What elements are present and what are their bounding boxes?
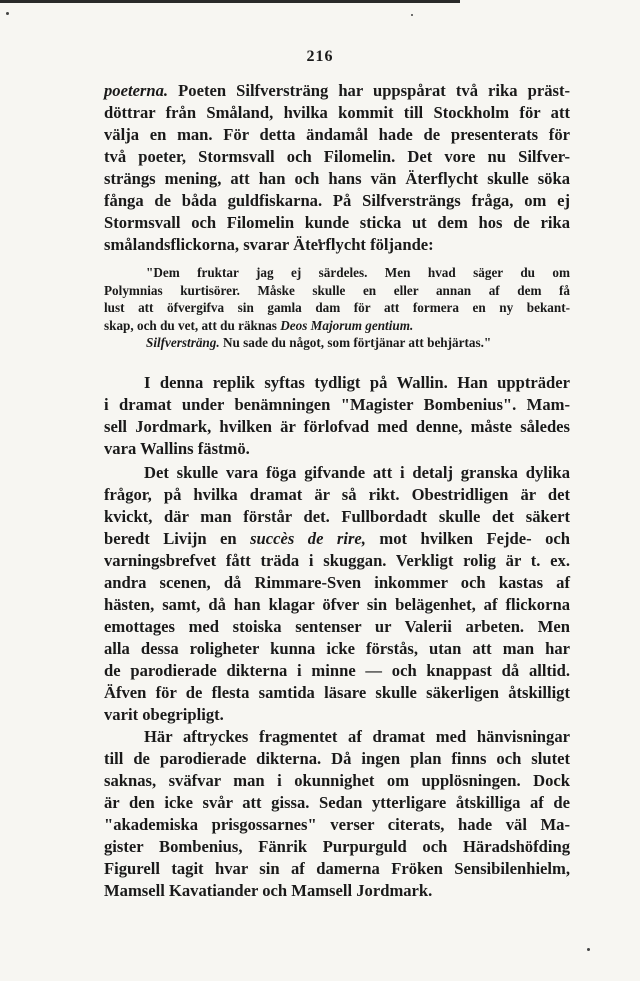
text-line: två poeter, Stormsvall och Filomelin. Det vore nu Silfver-	[104, 147, 570, 166]
text-line: beredt Livijn en succès de rire, mot hvilken Fejde- och	[104, 529, 570, 548]
text-line: de parodierade dikterna i minne — och knappast då alltid.	[104, 661, 570, 680]
text-line: vara Wallins fästmö.	[104, 439, 250, 458]
text-line: hästen, samt, då han klagar öfver sin belägenhet, af flickorna	[104, 595, 570, 614]
text-line: andra scenen, då Rimmare-Sven inkommer och kastas af	[104, 573, 570, 592]
text-line: Här aftryckes fragmentet af dramat med hänvisningar	[144, 727, 570, 746]
top-edge-rule	[0, 0, 460, 3]
print-speck	[6, 12, 9, 15]
paragraph-4	[104, 726, 570, 902]
text-line: smålandsflickorna, svarar Äterflycht följande:	[104, 235, 434, 254]
text-line: fånga de båda guldfiskarna. På Silfversträngs fråga, om ej	[104, 191, 570, 210]
text-line: Det skulle vara föga gifvande att i detalj granska dylika	[144, 463, 570, 482]
text-line: poeterna. Poeten Silfversträng har uppspårat två rika präst-	[104, 81, 571, 100]
text-line: I denna replik syftas tydligt på Wallin. Han uppträder	[144, 373, 570, 392]
text-line: saknas, sväfvar man i okunnighet om upplösningen. Dock	[104, 771, 570, 790]
text-line: kvickt, där man förstår det. Fullbordadt skulle det säkert	[104, 507, 570, 526]
text-line: till de parodierade dikterna. Då ingen plan finns och slutet	[104, 749, 570, 768]
text-line: är den icke svår att gissa. Sedan ytterligare åtskilliga af de	[104, 793, 570, 812]
print-speck	[587, 948, 590, 951]
text-line: sell Jordmark, hvilken är förlofvad med denne, måste således	[104, 417, 570, 436]
quote-line: lust att öfvergifva sin gamla dam för att formera en ny bekant-	[104, 300, 570, 315]
text-line: Äfven för de flesta samtida läsare skulle säkerligen åtskilligt	[104, 683, 570, 702]
text-line: frågor, på hvilka dramat är så rikt. Obestridligen är det	[104, 485, 570, 504]
quote-line: Polymnias kurtisörer. Måske skulle en eller annan af dem få	[104, 282, 570, 298]
paragraph-3	[104, 462, 570, 726]
quote-speaker-line: Silfversträng. Nu sade du något, som förtjänar att behjärtas."	[146, 335, 492, 350]
text-line: välja en man. För detta ändamål hade de presenterats för	[104, 125, 570, 144]
paragraph-1	[104, 80, 570, 256]
text-line: gister Bombenius, Fänrik Purpurguld och Häradshöfding	[104, 837, 570, 856]
quote-line: skap, och du vet, att du räknas Deos Majorum gentium.	[104, 317, 414, 333]
text-line: varit obegripligt.	[104, 705, 224, 724]
quote-block	[104, 264, 570, 352]
text-line: i dramat under benämningen "Magister Bombenius". Mam-	[104, 395, 570, 414]
text-line: Figurell tagit hvar sin af damerna Fröken Sensibilenhielm,	[104, 859, 570, 878]
text-line: "akademiska prisgossarnes" verser citerats, hade väl Ma-	[104, 815, 570, 834]
quote-line: "Dem fruktar jag ej särdeles. Men hvad säger du om	[146, 265, 570, 280]
text-line: strängs mening, att han och hans vän Äterflycht skulle söka	[104, 169, 570, 188]
text-line: alla dessa roligheter kunna icke förstås, utan att man har	[104, 639, 570, 658]
italic-lead: poeterna.	[104, 81, 169, 100]
text-line: Stormsvall och Filomelin kunde sticka ut dem hos de rika	[104, 213, 570, 232]
paragraph-2	[104, 372, 570, 460]
text-line: döttrar från Småland, hvilka kommit till Stockholm för att	[104, 103, 570, 122]
text-line: emottages med stoiska sentenser ur Valerii arbeten. Men	[104, 617, 570, 636]
print-speck	[411, 14, 413, 16]
text-line: Mamsell Kavatiander och Mamsell Jordmark.	[104, 881, 433, 900]
page-number: 216	[306, 48, 334, 65]
text-line: varningsbrefvet fått träda i skuggan. Verkligt rolig är t. ex.	[104, 551, 570, 570]
